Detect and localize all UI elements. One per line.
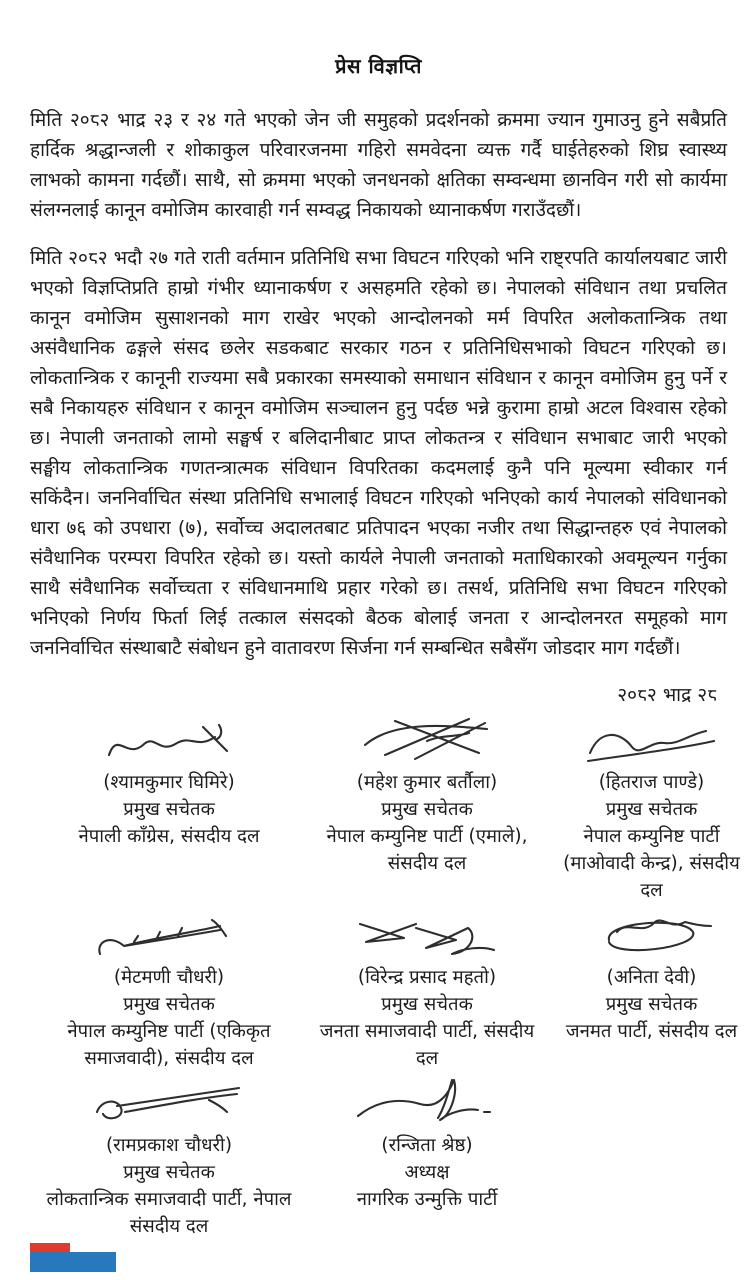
signature-image [357,709,497,767]
footer-flag-icon [30,1243,116,1272]
signatory-name: (अनिता देवी) [606,967,697,988]
paragraph-dissolution-statement: मिति २०८२ भदौ २७ गते राती वर्तमान प्रतिनिधि सभा विघटन गरिएको भनि राष्ट्रपति कार्यालयबाट जारी भएको विज्ञप्तिप्रति हाम्रो गंभीर ध्यानाकर्षण र असहमति रहेको छ। नेपालको संविधान तथा प्रचलित कानून वमोजिम सुसाशनको माग राखेर भएको आन्दोलनको मर्म विपरित अलोकतान्त्रिक तथा असंवैधानिक ढङ्गले संसद छलेर सडकबाट सरकार गठन र प्रतिनिधिसभाको विघटन गरिएको छ। लोकतान्त्रिक र कानूनी राज्यमा सबै प्रकारका समस्याको समाधान संविधान र कानून वमोजिम हुनु पर्ने र सबै निकायहरु संविधान र कानून वमोजिम सञ्चालन हुनु पर्दछ भन्ने कुरामा हाम्रो अटल विश्वास रहेको छ। नेपाली जनताको लामो सङ्घर्ष र बलिदानीबाट प्राप्त लोकतन्त्र र संविधान सभाबाट जारी भएको सङ्घीय लोकतान्त्रिक गणतन्त्रात्मक संविधान विपरितका कदमलाई कुनै पनि मूल्यमा स्वीकार गर्न सकिंदैन। जननिर्वाचित संस्था प्रतिनिधि सभालाई विघटन गरिएको भनिएको कार्य नेपालको संविधानको धारा ७६ को उपधारा (७), सर्वोच्च अदालतबाट प्रतिपादन भएका नजीर तथा सिद्धान्तहरु एवं नेपालको संवैधानिक परम्परा विपरित रहेको छ। यस्तो कार्यले नेपाली जनताको मताधिकारको अवमूल्यन गर्नुका साथै संवैधानिक सर्वोच्चता र संविधानमाथि प्रहार गरेको छ। तसर्थ, प्रतिनिधि सभा विघटन गरिएको भनिएको निर्णय फिर्ता लिई तत्काल संसदको बैठक बोलाई जनता र आन्दोलनरत समूहको माग जननिर्वाचित संस्थाबाटै संबोधन हुने वातावरण सिर्जना गर्न सम्बन्धित सबैसँग जोडदार माग गर्दछौं। [30,247,727,659]
signatory-title: प्रमुख सचेतक [381,994,473,1015]
document-title: प्रेस विज्ञप्ति [335,54,422,78]
signature-image [352,904,502,962]
signatory-name: (रामप्रकाश चौधरी) [105,1135,233,1156]
signatory-block [30,904,308,1072]
signatory-block [30,1072,308,1240]
signature-image [89,1072,249,1130]
signature-image [99,709,239,767]
signatory-party: लोकतान्त्रिक समाजवादी पार्टी, नेपाल संसदीय दल [46,1189,292,1237]
signatory-block [308,709,546,904]
signatory-title: प्रमुख सचेतक [123,799,215,820]
signatory-block [30,709,308,904]
signatory-party: नागरिक उन्मुक्ति पार्टी [356,1189,498,1210]
signatory-party: नेपाल कम्युनिष्ट पार्टी (माओवादी केन्द्र), संसदीय दल [563,826,740,901]
signature-image [94,904,244,962]
signatory-name: (हितराज पाण्डे) [598,772,705,793]
signatory-party: नेपाली काँग्रेस, संसदीय दल [78,826,260,847]
signatory-block [308,904,546,1072]
signature-grid-spacer [546,1072,755,1240]
signatory-party: जनमत पार्टी, संसदीय दल [565,1021,738,1042]
document-date: २०८२ भाद्र २८ [617,684,717,706]
signatory-block [546,709,755,904]
signature-grid [30,709,740,1240]
signatory-party: नेपाल कम्युनिष्ट पार्टी (एमाले), संसदीय दल [326,826,528,874]
signatory-name: (रन्जिता श्रेष्ठ) [381,1135,473,1156]
signatory-name: (श्यामकुमार घिमिरे) [103,772,235,793]
signature-image [582,709,722,767]
signatory-name: (महेश कुमार बर्तौला) [356,772,498,793]
signatory-party: नेपाल कम्युनिष्ट पार्टी (एकिकृत समाजवादी), संसदीय दल [67,1021,271,1069]
signatory-block [308,1072,546,1240]
signatory-title: प्रमुख सचेतक [123,1162,215,1183]
signatory-block [546,904,755,1072]
signature-image [587,904,717,962]
signatory-party: जनता समाजवादी पार्टी, संसदीय दल [319,1021,535,1069]
signatory-name: (विरेन्द्र प्रसाद महतो) [357,967,497,988]
signatory-title: प्रमुख सचेतक [381,799,473,820]
paragraph-condolence: मिति २०८२ भाद्र २३ र २४ गते भएको जेन जी समुहको प्रदर्शनको क्रममा ज्यान गुमाउनु हुने सबैप्रति हार्दिक श्रद्धान्जली र शोकाकुल परिवारजनमा गहिरो समवेदना व्यक्त गर्दै घाईतेहरुको शिघ्र स्वास्थ्य लाभको कामना गर्दछौं। साथै, सो क्रममा भएको जनधनको क्षतिका सम्वन्धमा छानविन गरी सो कार्यमा संलग्नलाई कानून वमोजिम कारवाही गर्न सम्वद्ध निकायको ध्यानाकर्षण गराउँदछौं। [30,109,727,221]
signatory-title: अध्यक्ष [404,1162,450,1183]
signatory-name: (मेटमणी चौधरी) [113,967,225,988]
footer-flag-blue-bar [30,1252,116,1272]
signatory-title: प्रमुख सचेतक [123,994,215,1015]
signatory-title: प्रमुख सचेतक [605,994,698,1015]
signature-image [352,1072,502,1130]
signatory-title: प्रमुख सचेतक [605,799,698,820]
